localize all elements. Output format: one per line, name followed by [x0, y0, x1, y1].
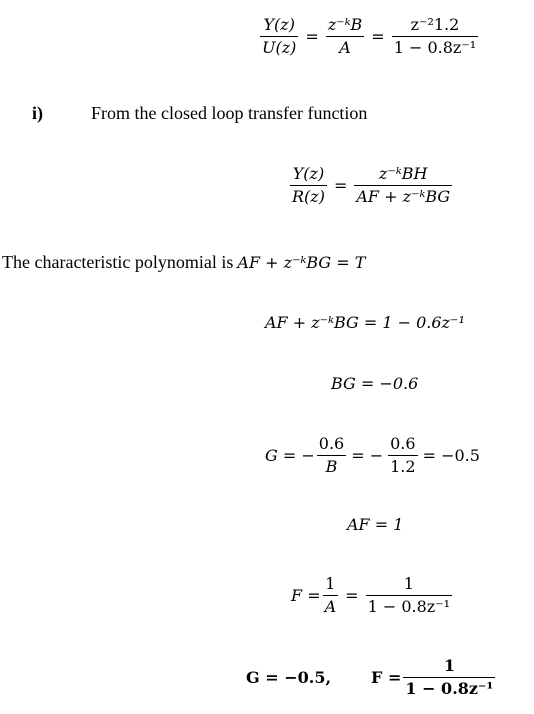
fraction-denominator: AF + z⁻ᵏBG: [356, 187, 451, 206]
transfer-function-equation: [258, 14, 480, 59]
result-g: G = −0.5,: [246, 668, 332, 687]
equals-sign: =: [345, 586, 359, 605]
f-fraction-2: [366, 573, 453, 618]
g-lhs: G = −: [265, 446, 315, 465]
polynomial-equation: AF + z⁻ᵏBG = 1 − 0.6z⁻¹: [265, 313, 465, 332]
g-mid: = −: [351, 446, 384, 465]
g-fraction-1: [317, 433, 346, 478]
f-equation: [291, 573, 454, 618]
section-text: From the closed loop transfer function: [91, 103, 368, 123]
g-rhs: = −0.5: [422, 446, 480, 465]
fraction-numerator: 0.6: [388, 433, 417, 456]
g-equation: [265, 433, 480, 478]
f-lhs: F =: [291, 586, 321, 605]
fraction-denominator: 1 − 0.8z⁻¹: [405, 679, 494, 698]
closed-loop-fraction: [354, 163, 452, 208]
fraction-denominator: 1 − 0.8z⁻¹: [367, 597, 451, 616]
fraction-numerator: 1: [366, 573, 453, 596]
result-equation: [246, 655, 497, 700]
result-f-fraction: [403, 655, 495, 700]
fraction-denominator: A: [339, 38, 351, 57]
g-fraction-2: [388, 433, 417, 478]
fraction-numerator: Y(z): [260, 14, 298, 37]
fraction-numerator: 1: [403, 655, 495, 678]
bg-equation: BG = −0.6: [331, 374, 419, 393]
y-over-r-fraction: [290, 163, 327, 208]
equals-sign: =: [305, 27, 319, 46]
zkb-over-a-fraction: [326, 14, 364, 59]
y-over-u-fraction: [260, 14, 298, 59]
section-label: i): [32, 103, 43, 123]
fraction-numerator: 1: [323, 573, 339, 596]
fraction-denominator: R(z): [292, 187, 325, 206]
f-fraction-1: [323, 573, 339, 618]
fraction-numerator: Y(z): [290, 163, 327, 186]
fraction-numerator: z⁻ᵏB: [326, 14, 364, 37]
closed-loop-equation: [288, 163, 454, 208]
fraction-numerator: 0.6: [317, 433, 346, 456]
fraction-denominator: U(z): [262, 38, 297, 57]
fraction-denominator: 1.2: [390, 457, 416, 476]
characteristic-polynomial-line: [2, 252, 365, 273]
af-equation: AF = 1: [347, 515, 404, 534]
characteristic-polynomial-expr: AF + z⁻ᵏBG = T: [237, 253, 366, 272]
fraction-numerator: z⁻ᵏBH: [354, 163, 452, 186]
fraction-denominator: 1 − 0.8z⁻¹: [393, 38, 477, 57]
fraction-numerator: z⁻²1.2: [392, 14, 479, 37]
fraction-denominator: B: [325, 457, 338, 476]
plant-fraction: [392, 14, 479, 59]
fraction-denominator: A: [324, 597, 337, 616]
equals-sign: =: [371, 27, 385, 46]
characteristic-polynomial-text: The characteristic polynomial is: [2, 252, 234, 272]
equals-sign: =: [333, 176, 348, 195]
result-f-lhs: F =: [371, 668, 402, 687]
